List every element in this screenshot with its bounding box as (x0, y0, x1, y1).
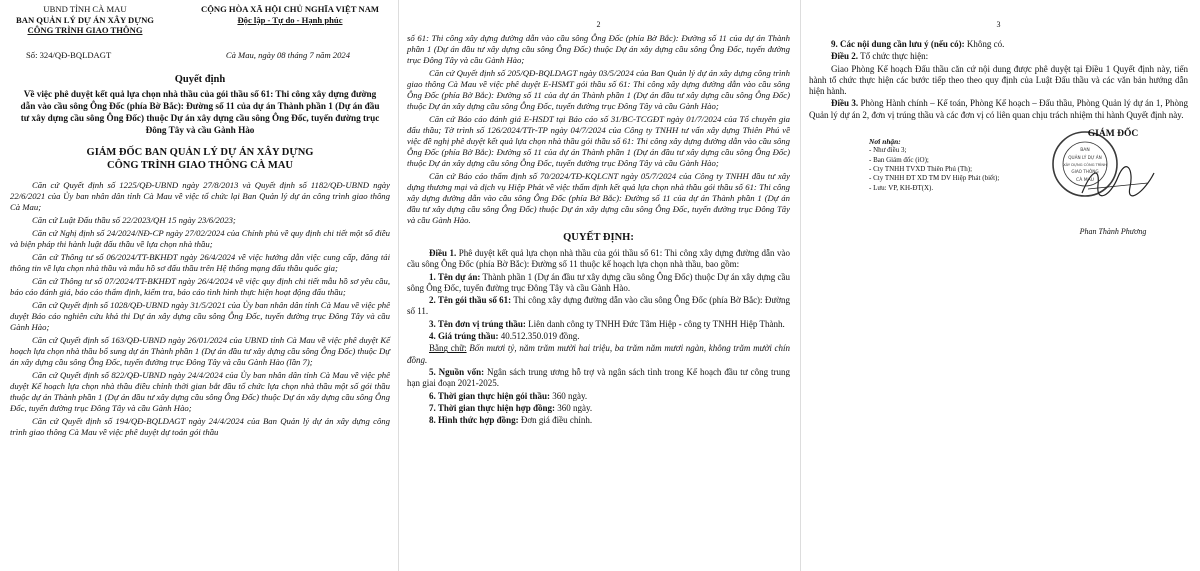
doc-title: Quyết định (174, 73, 226, 85)
consideration: Căn cứ Báo cáo thẩm định số 70/2024/TĐ-KQLCNT ngày 05/7/2024 của Công ty TNHH đầu tư xây dựng thương mại và dịch vụ Hiệp Phát về việc thẩm định kết quả lựa chọn nhà thầu gói thầu số 61: Thi công xây dựng đường dẫn vào cầu sông Ông Đốc (phía Bờ Bắc): Đường số 11 của dự án Thành phần 1 (Dự án đầu tư xây dựng cầu sông Ông Đốc) thuộc Dự án xây dựng cầu sông Ông Đốc, tuyến đường trục Đông Tây và cầu Gành Hào. (407, 171, 790, 225)
item-text: 40.512.350.019 đồng. (500, 331, 580, 342)
document-page-2 (398, 0, 800, 571)
recipients-title: Nơi nhận: (869, 137, 901, 147)
item-text: Thành phần 1 (Dự án đầu tư xây dựng cầu sông Ông Đốc) thuộc Dự án xây dựng cầu sông Ông Đốc, tuyến đường trục Đông Tây và cầu Gành Hào. (407, 271, 791, 293)
authority-heading (10, 146, 390, 172)
decision-item (407, 391, 790, 402)
authority-line-2: CÔNG TRÌNH GIAO THÔNG CÀ MAU (106, 159, 293, 171)
article-2-body: Giao Phòng Kế hoạch Đấu thầu căn cứ nội dung được phê duyệt tại Điều 1 Quyết định này, tiến hành tổ chức thực hiện các bước tiếp theo theo quy định của Luật Đấu thầu và các văn bản hướng dẫn hiện hành. (809, 63, 1188, 97)
document-page-3 (800, 0, 1200, 571)
consideration: Căn cứ Quyết định số 205/QĐ-BQLDAGT ngày 03/5/2024 của Ban Quản lý dự án xây dựng công trình giao thông Cà Mau về việc phê duyệt E-HSMT gói thầu số 61: Thi công xây dựng đường dẫn vào cầu sông Ông Đốc (phía Bờ Bắc): Đường số 11 của dự án Thành phần 1 (Dự án đầu tư xây dựng cầu sông Ông Đốc) thuộc Dự án xây dựng cầu sông Ông Đốc, tuyến đường trục Đông Tây và cầu Gành Hào; (407, 68, 790, 111)
doc-number: Số: 324/QĐ-BQLDAGT (26, 49, 112, 60)
consideration: số 61: Thi công xây dựng đường dẫn vào cầu sông Ông Đốc (phía Bờ Bắc): Đường số 11 của dự án Thành phần 1 (Dự án đầu tư xây dựng cầu sông Ông Đốc) thuộc Dự án xây dựng cầu sông Ông Đốc, tuyến đường trục Đông Tây và cầu Gành Hào; (407, 33, 790, 65)
article-3 (809, 98, 1188, 121)
article-2-label: Điều 2. (831, 51, 858, 62)
item-label: 5. Nguồn vốn: (429, 366, 485, 377)
recipient-item: - Ban Giám đốc (iO); (869, 155, 929, 164)
article-1 (407, 248, 790, 271)
document-header (10, 4, 390, 36)
page-number: 3 (996, 20, 1001, 29)
issuing-agency (10, 4, 160, 36)
consideration: Căn cứ Quyết định số 1028/QĐ-UBND ngày 31/5/2021 của Ủy ban nhân dân tỉnh Cà Mau về việc phê duyệt Báo cáo nghiên cứu khả thi Dự án xây dựng cầu sông Ông Đốc, tuyến đường trục Đông Tây và cầu Gành Hào; (10, 299, 390, 332)
signature-scribble-icon (1078, 163, 1158, 203)
considerations-list (407, 33, 790, 226)
seal-text: XÂY DỰNG CÔNG TRÌNH (1063, 163, 1107, 168)
considerations-list (10, 180, 390, 438)
decision-item (407, 331, 790, 342)
recipient-item: - Như điều 3; (869, 146, 907, 155)
item-text: Đơn giá điều chỉnh. (520, 415, 593, 426)
item-text: Liên danh công ty TNHH Đức Tâm Hiệp - công ty TNHH Hiệp Thành. (528, 318, 785, 329)
item-label: 9. Các nội dung cần lưu ý (nếu có): (831, 39, 965, 49)
nation-line-2: Độc lập - Tự do - Hạnh phúc (237, 14, 343, 25)
item-label: 8. Hình thức hợp đồng: (429, 415, 519, 426)
decision-heading: QUYẾT ĐỊNH: (563, 232, 634, 243)
article-1-text: Phê duyệt kết quả lựa chọn nhà thầu của gói thầu số 61: Thi công xây dựng đường dẫn vào cầu sông Ông Đốc (phía Bờ Bắc): Đường số 11 thuộc kế hoạch lựa chọn nhà thầu, bao gồm: (407, 248, 790, 270)
decision-item (407, 415, 790, 426)
consideration: Căn cứ Báo cáo đánh giá E-HSDT tại Báo cáo số 31/BC-TCGĐT ngày 01/7/2024 của Tổ chuyên gia đấu thầu; Tờ trình số 126/2024/TTr-TP ngày 04/7/2024 của Công ty TNHH tư vấn xây dựng Thiên Phú về việc đề nghị phê duyệt kết quả lựa chọn nhà thầu gói thầu số 61: Thi công xây dựng đường dẫn vào cầu sông Ông Đốc (phía Bờ Bắc): Đường số 11 của dự án Thành phần 1 (Dự án đầu tư xây dựng cầu sông Ông Đốc) thuộc Dự án xây dựng cầu sông Ông Đốc, tuyến đường trục Đông Tây và cầu Gành Hào; (407, 114, 790, 168)
authority-line-1: GIÁM ĐỐC BAN QUẢN LÝ DỰ ÁN XÂY DỰNG (86, 146, 314, 158)
item-9 (809, 39, 1188, 50)
recipient-item: - Cty TNHH ĐT XD TM DV Hiệp Phát (biết); (869, 174, 1000, 183)
item-label: 7. Thời gian thực hiện hợp đồng: (429, 402, 555, 413)
place-date: Cà Mau, ngày 08 tháng 7 năm 2024 (225, 49, 350, 60)
article-2-text: Tổ chức thực hiện: (860, 51, 929, 62)
item-label: 1. Tên dự án: (429, 271, 481, 282)
signer-title: GIÁM ĐỐC (1087, 129, 1139, 140)
decision-item (407, 272, 790, 295)
signer-block (1038, 129, 1188, 236)
decision-item (407, 367, 790, 390)
national-motto (190, 4, 390, 36)
recipient-item: - Lưu: VP, KH-ĐT(X). (869, 183, 934, 192)
nation-line-1: CỘNG HÒA XÃ HỘI CHỦ NGHĨA VIỆT NAM (200, 4, 380, 14)
words-text: Bốn mươi tỷ, năm trăm mười hai triệu, ba trăm năm mươi ngàn, không trăm mười chín đồng. (407, 343, 791, 365)
item-label: 6. Thời gian thực hiện gói thầu: (429, 390, 550, 401)
document-page-1 (0, 0, 398, 571)
signature-section (809, 129, 1188, 236)
decision-item (407, 403, 790, 414)
article-3-label: Điều 3. (831, 98, 859, 109)
agency-line-1: UBND TỈNH CÀ MAU (43, 4, 127, 14)
article-3-text: Phòng Hành chính – Kế toán, Phòng Kế hoạch – Đấu thầu, Phòng Quản lý dự án 1, Phòng Quản lý dự án 2, đơn vị trúng thầu và các đơn vị có liên quan chịu trách nhiệm thi hành Quyết định này. (809, 98, 1189, 120)
item-text: Không có. (966, 39, 1005, 49)
recipients-block (809, 129, 999, 236)
item-text: 360 ngày. (552, 390, 588, 401)
consideration: Căn cứ Quyết định số 1225/QĐ-UBND ngày 27/8/2013 và Quyết định số 1182/QĐ-UBND ngày 22/6/2021 của Ủy ban nhân dân tỉnh Cà Mau về việc tổ chức lại Ban Quản lý dự án công trình giao thông Cà Mau; (10, 179, 390, 212)
item-text: Ngân sách trung ương hỗ trợ và ngân sách tỉnh trong Kế hoạch đầu tư công trung hạn giai đoạn 2021-2025. (407, 366, 790, 389)
amount-in-words (407, 343, 790, 366)
decision-item (407, 319, 790, 330)
consideration: Căn cứ Thông tư số 06/2024/TT-BKHĐT ngày 26/4/2024 về việc hướng dẫn việc cung cấp, đăng tải thông tin về lựa chọn nhà thầu và mẫu hồ sơ đấu thầu trên Hệ thống mạng đấu thầu quốc gia; (10, 251, 390, 273)
decision-item (407, 295, 790, 318)
article-1-label: Điều 1. (429, 248, 457, 258)
consideration: Căn cứ Nghị định số 24/2024/NĐ-CP ngày 27/02/2024 của Chính phủ về quy định chi tiết một số điều và biện pháp thi hành luật đấu thầu về lựa chọn nhà thầu; (10, 227, 390, 249)
item-text: 360 ngày. (557, 402, 593, 413)
consideration: Căn cứ Quyết định số 163/QĐ-UBND ngày 26/01/2024 của UBND tỉnh Cà Mau về việc phê duyệt Kế hoạch lựa chọn nhà thầu bổ sung dự án Thành phần 1 (Dự án đầu tư xây dựng cầu sông Ông Đốc) thuộc Dự án xây dựng cầu sông Ông Đốc, tuyến đường trục Đông Tây và cầu Gành Hào (lần 7); (10, 334, 390, 367)
agency-line-3: CÔNG TRÌNH GIAO THÔNG (27, 25, 143, 35)
agency-line-2: BAN QUẢN LÝ DỰ ÁN XÂY DỰNG (16, 14, 154, 25)
seal-text: BAN (1080, 148, 1090, 154)
article-2 (809, 51, 1188, 62)
seal-text: CÀ MAU (1076, 178, 1094, 184)
item-text: Thi công xây dựng đường dẫn vào cầu sông Ông Đốc (phía Bờ Bắc): Đường số 11. (407, 295, 791, 317)
item-label: 3. Tên đơn vị trúng thầu: (429, 318, 526, 329)
item-label: 2. Tên gói thầu số 61: (429, 295, 512, 306)
consideration: Căn cứ Quyết định số 194/QĐ-BQLDAGT ngày 24/4/2024 của Ban Quản lý dự án xây dựng công trình giao thông Cà Mau về việc phê duyệt dự toán gói thầu (10, 415, 390, 437)
signer-name: Phan Thành Phương (1079, 227, 1147, 237)
recipient-item: - Cty TNHH TVXD Thiên Phú (Th); (869, 164, 973, 173)
consideration: Căn cứ Quyết định số 822/QĐ-UBND ngày 24/4/2024 của Ủy ban nhân dân tỉnh Cà Mau về việc phê duyệt Kế hoạch lựa chọn nhà thầu điều chỉnh thời gian bắt đầu tổ chức lựa chọn nhà thầu một số gói thầu thuộc dự án Thành phần 1 (Dự án đầu tư xây dựng cầu sông Ông Đốc) thuộc Dự án xây dựng cầu sông Ông Đốc, tuyến đường trục Đông Tây và cầu Gành Hào; (10, 369, 390, 413)
doc-subject: Về việc phê duyệt kết quả lựa chọn nhà thầu của gói thầu số 61: Thi công xây dựng đường dẫn vào cầu sông Ông Đốc (phía Bờ Bắc): Đường số 11 của dự án Thành phần 1 (Dự án đầu tư xây dựng cầu sông Ông Đốc) thuộc Dự án xây dựng cầu sông Ông Đốc, tuyến đường trục Đông Tây và cầu Gành Hào (20, 88, 380, 135)
consideration: Căn cứ Luật Đấu thầu số 22/2023/QH 15 ngày 23/6/2023; (32, 214, 236, 225)
consideration: Căn cứ Thông tư số 07/2024/TT-BKHĐT ngày 26/4/2024 về việc quy định chi tiết mẫu hồ sơ yêu cầu, báo cáo đánh giá, báo cáo thẩm định, kiểm tra, báo cáo tình hình thực hiện hoạt động đấu thầu; (10, 275, 390, 297)
seal-text: QUẢN LÝ DỰ ÁN (1068, 155, 1102, 161)
item-label: 4. Giá trúng thầu: (429, 331, 499, 342)
words-label: Bằng chữ: (429, 343, 467, 354)
page-number: 2 (596, 20, 601, 29)
doc-meta (10, 50, 390, 60)
seal-text: GIAO THÔNG (1071, 169, 1099, 175)
